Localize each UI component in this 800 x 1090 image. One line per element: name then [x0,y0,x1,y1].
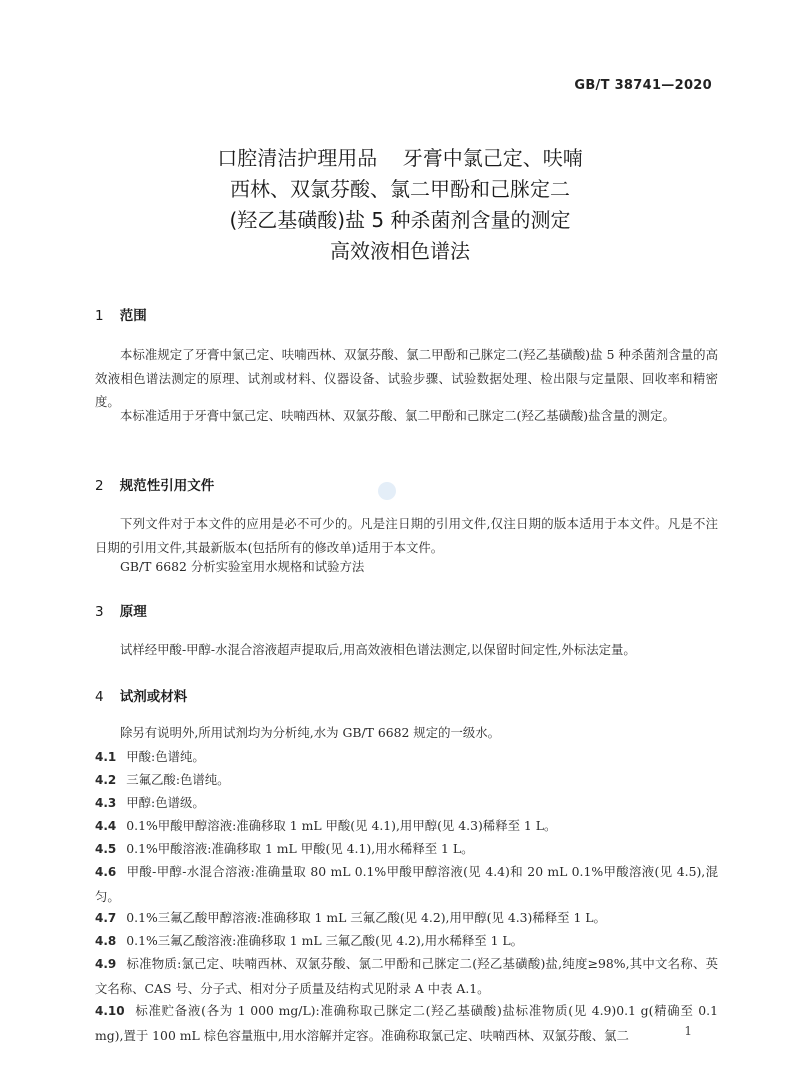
section-number: 3 [95,604,104,620]
section-number: 1 [95,308,104,324]
section-title: 范围 [119,308,147,324]
item-number: 4.6 [95,865,117,879]
list-item [95,768,718,793]
item-number: 4.3 [95,796,117,810]
section-1-paragraph-2: 本标准适用于牙膏中氯己定、呋喃西林、双氯芬酸、氯二甲酚和己脒定二(羟乙基磺酸)盐含量的测定。 [120,408,675,423]
list-item [95,814,718,839]
section-3-paragraph-1: 试样经甲酸-甲醇-水混合溶液超声提取后,用高效液相色谱法测定,以保留时间定性,外标法定量。 [120,642,636,657]
section-title: 试剂或材料 [119,689,188,705]
item-text: 标准贮备液(各为 1 000 mg/L):准确称取己脒定二(羟乙基磺酸)盐标准物质(见 4.9)0.1 g(精确至 0.1 mg),置于 100 mL 棕色容量瓶中,用水溶解并定容。准确称取氯己定、呋喃西林、双氯芬酸、氯二 [95,1003,718,1043]
item-number: 4.7 [95,911,117,925]
title-line-1: 口腔清洁护理用品 牙膏中氯己定、呋喃 [217,146,583,170]
list-item [95,860,718,908]
section-1-paragraph-1: 本标准规定了牙膏中氯己定、呋喃西林、双氯芬酸、氯二甲酚和己脒定二(羟乙基磺酸)盐 5 种杀菌剂含量的高效液相色谱法测定的原理、试剂或材料、仪器设备、试验步骤、试验数据处理、检出限与定量限、回收率和精密度。 [95,347,718,409]
section-1-heading [95,304,147,324]
item-text: 0.1%三氟乙酸溶液:准确移取 1 mL 三氟乙酸(见 4.2),用水稀释至 1 L。 [126,933,524,948]
item-text: 标准物质:氯己定、呋喃西林、双氯芬酸、氯二甲酚和己脒定二(羟乙基磺酸)盐,纯度≥98%,其中文名称、英文名称、CAS 号、分子式、相对分子质量及结构式见附录 A 中表 A.1。 [95,956,718,996]
title-line-2: 西林、双氯芬酸、氯二甲酚和己脒定二 [230,177,570,201]
section-2-paragraph-1: 下列文件对于本文件的应用是必不可少的。凡是注日期的引用文件,仅注日期的版本适用于本文件。凡是不注日期的引用文件,其最新版本(包括所有的修改单)适用于本文件。 [95,516,718,555]
document-title [100,143,700,267]
item-text: 甲酸:色谱纯。 [126,749,205,764]
section-4-heading [95,685,187,705]
item-number: 4.8 [95,934,117,948]
section-title: 规范性引用文件 [119,478,215,494]
item-text: 甲酸-甲醇-水混合溶液:准确量取 80 mL 0.1%甲酸甲醇溶液(见 4.4)和 20 mL 0.1%甲酸溶液(见 4.5),混匀。 [95,864,718,904]
list-item [95,952,718,1000]
item-number: 4.9 [95,957,117,971]
title-line-3: (羟乙基磺酸)盐 5 种杀菌剂含量的测定 [229,208,571,232]
item-text: 0.1%甲酸甲醇溶液:准确移取 1 mL 甲酸(见 4.1),用甲醇(见 4.3)稀释至 1 L。 [126,818,557,833]
standard-number: GB/T 38741—2020 [574,78,712,93]
page-number: 1 [684,1024,692,1038]
watermark-logo [378,482,396,500]
section-number: 4 [95,689,104,705]
section-number: 2 [95,478,104,494]
list-item [95,745,718,770]
title-line-4: 高效液相色谱法 [330,239,470,263]
item-number: 4.2 [95,773,117,787]
list-item [95,791,718,816]
list-item [95,999,718,1047]
section-3-heading [95,600,147,620]
section-2-reference: GB/T 6682 分析实验室用水规格和试验方法 [120,559,365,574]
item-text: 甲醇:色谱级。 [126,795,205,810]
list-item [95,837,718,862]
item-number: 4.10 [95,1004,125,1018]
item-number: 4.4 [95,819,117,833]
list-item [95,929,718,954]
item-number: 4.1 [95,750,117,764]
section-title: 原理 [119,604,147,620]
section-4-paragraph-1: 除另有说明外,所用试剂均为分析纯,水为 GB/T 6682 规定的一级水。 [120,725,501,740]
list-item [95,906,718,931]
item-text: 0.1%甲酸溶液:准确移取 1 mL 甲酸(见 4.1),用水稀释至 1 L。 [126,841,474,856]
item-text: 0.1%三氟乙酸甲醇溶液:准确移取 1 mL 三氟乙酸(见 4.2),用甲醇(见 4.3)稀释至 1 L。 [126,910,606,925]
item-text: 三氟乙酸:色谱纯。 [126,772,230,787]
section-2-heading [95,474,214,494]
item-number: 4.5 [95,842,117,856]
